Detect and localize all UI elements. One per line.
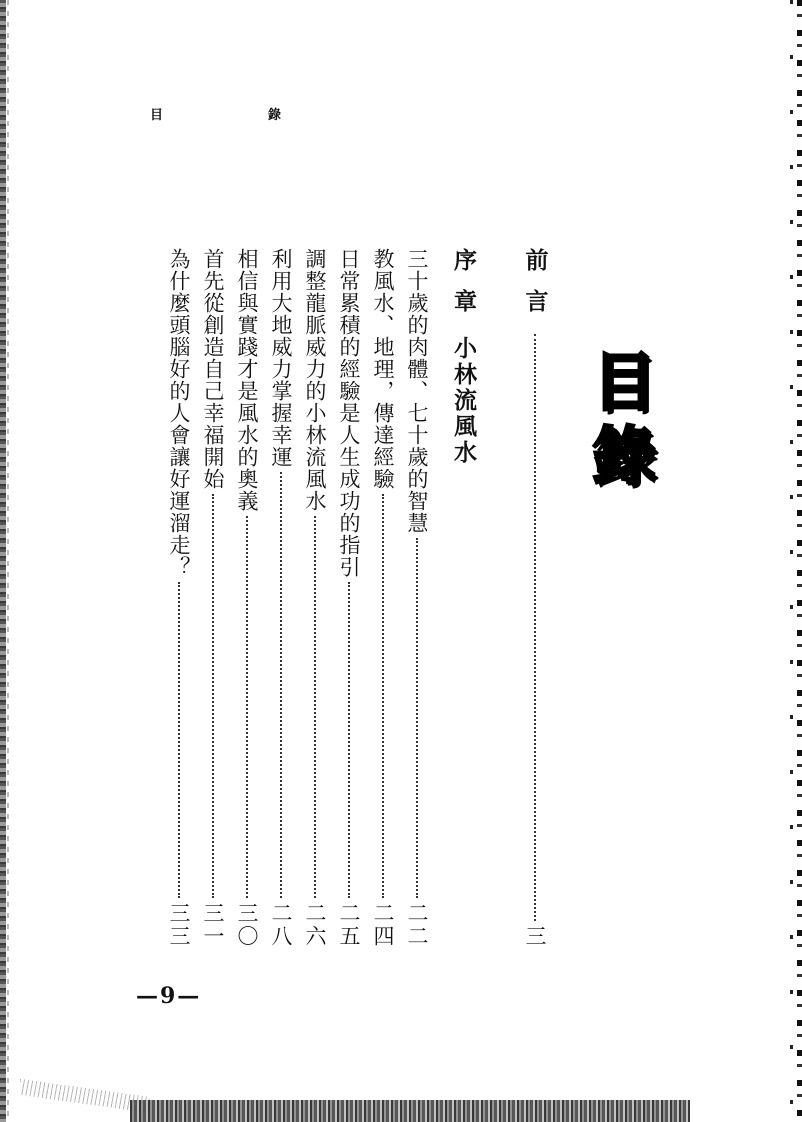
toc-entry-text: 調整龍脈威力的小林流風水 (303, 248, 327, 512)
scan-edge-right-inner (790, 0, 793, 1122)
scan-edge-bottom (130, 1100, 690, 1122)
page-title: 目錄 (581, 348, 655, 496)
toc-entry-page: 三三 (167, 902, 191, 948)
toc-entry-text: 教風水、地理，傳達經驗 (371, 248, 395, 490)
chapter-heading (440, 248, 480, 466)
dot-leader (212, 494, 214, 898)
toc-entry-text: 相信與實踐才是風水的奧義 (235, 248, 259, 512)
toc-entry-text: 前言 (521, 248, 548, 330)
scan-edge-right (797, 0, 802, 1122)
toc-entry[interactable] (298, 248, 332, 948)
toc-entry-text: 為什麼頭腦好的人會讓好運溜走？ (167, 248, 191, 578)
dot-leader (280, 472, 282, 898)
toc-entry-page: 二八 (269, 902, 293, 948)
dot-leader (314, 516, 316, 898)
dot-leader (416, 538, 418, 898)
toc-entry-page: 三一 (201, 902, 225, 948)
dot-leader (534, 334, 536, 921)
toc-entry[interactable] (230, 248, 264, 948)
toc-entry-text: 首先從創造自己幸福開始 (201, 248, 225, 490)
dot-leader (246, 516, 248, 898)
toc-entry[interactable] (162, 248, 196, 948)
toc-entry-text: 利用大地威力掌握幸運 (269, 248, 293, 468)
dot-leader (178, 582, 180, 898)
toc-entry-page: 三〇 (235, 902, 259, 948)
toc-entry-page: 二四 (371, 902, 395, 948)
toc-entry[interactable] (366, 248, 400, 948)
toc-entry-text: 三十歲的肉體、七十歲的智慧 (405, 248, 429, 534)
scan-edge-left (0, 0, 6, 1122)
toc-entry-page: 二五 (337, 902, 361, 948)
toc-entry[interactable] (400, 248, 434, 948)
dot-leader (382, 494, 384, 898)
table-of-contents (136, 248, 556, 948)
toc-entry[interactable] (332, 248, 366, 948)
chapter-title: 小林流風水 (450, 336, 476, 466)
toc-entry-text: 日常累積的經驗是人生成功的指引 (337, 248, 361, 578)
dot-leader (348, 582, 350, 898)
toc-entry[interactable] (264, 248, 298, 948)
chapter-label: 序章 (450, 248, 476, 330)
page-number: —9— (136, 983, 202, 1009)
scan-edge-left-inner (7, 0, 9, 1122)
running-header: 目 錄 (150, 108, 328, 123)
toc-entry[interactable] (196, 248, 230, 948)
toc-entry-page: 二二 (405, 902, 429, 948)
toc-entry-page: 三 (523, 925, 547, 948)
toc-entry-page: 二六 (303, 902, 327, 948)
toc-entry-preface[interactable] (514, 248, 556, 948)
